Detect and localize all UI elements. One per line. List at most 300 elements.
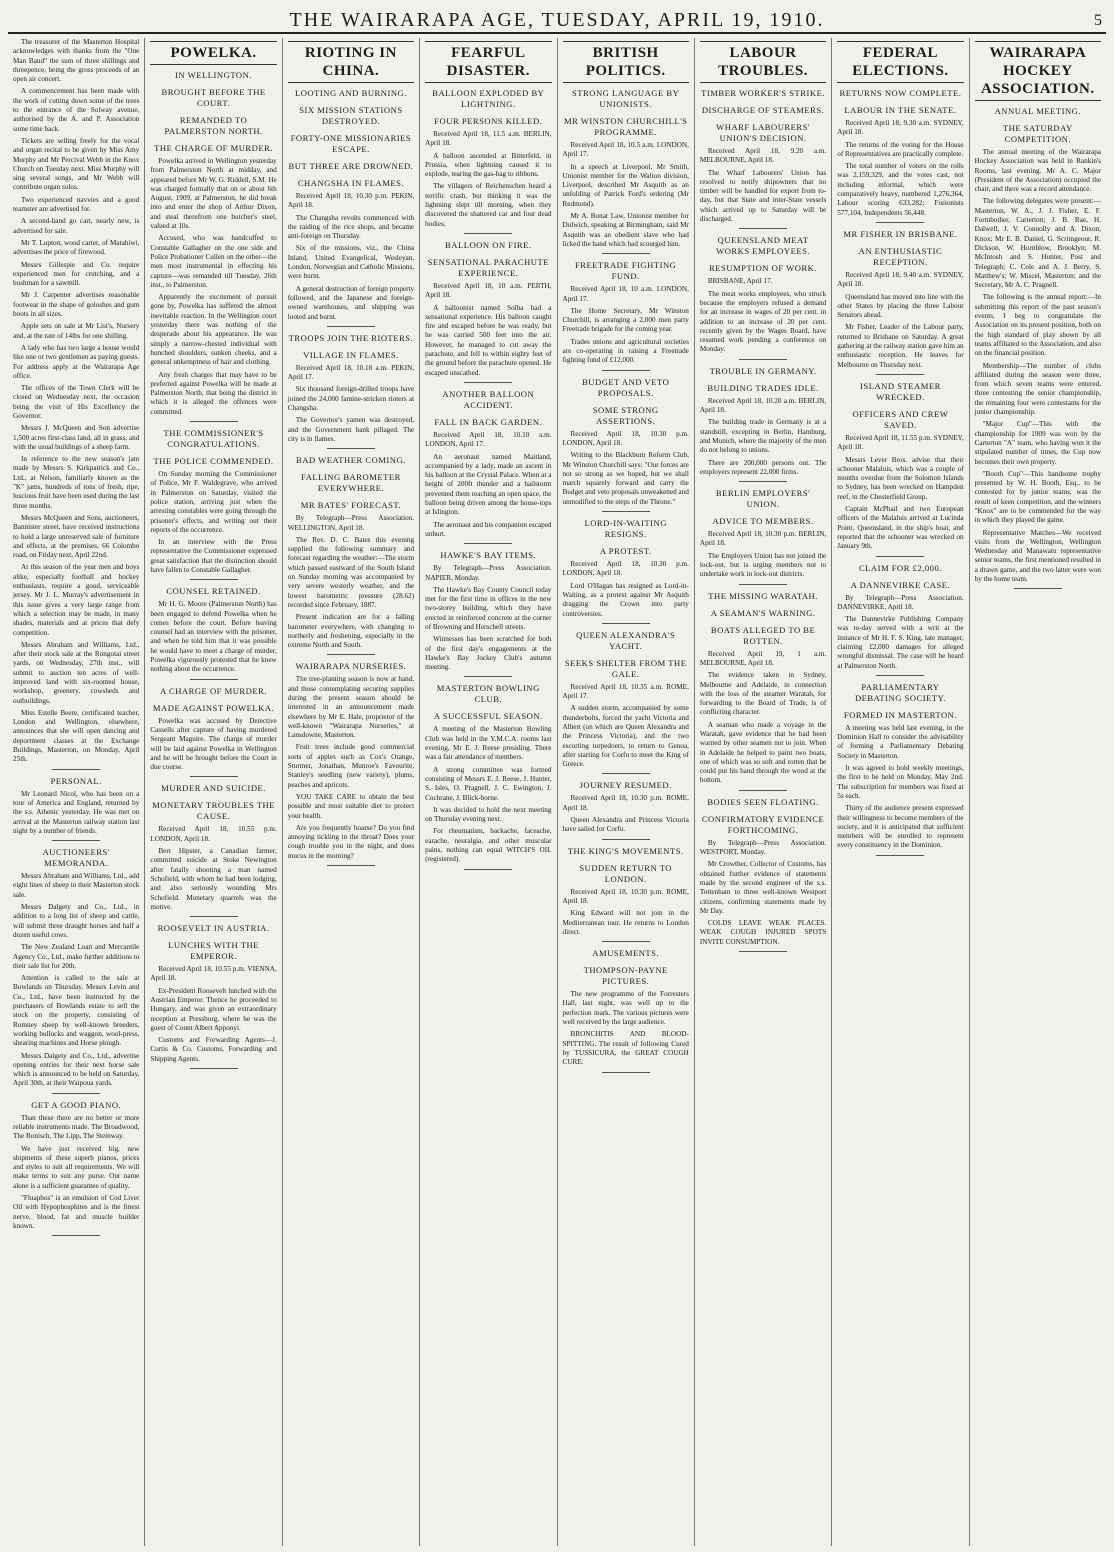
article-section bbox=[288, 178, 414, 327]
article-headline: MR FISHER IN BRISBANE. bbox=[843, 228, 958, 239]
article-section bbox=[563, 948, 689, 959]
article-section bbox=[13, 776, 139, 841]
article-headline: STRONG LANGUAGE BY UNIONISTS. bbox=[572, 88, 680, 109]
article-headline: SOME STRONG ASSERTIONS. bbox=[592, 404, 659, 426]
article-section bbox=[425, 550, 551, 677]
article-section bbox=[150, 703, 276, 778]
article-paragraph: "Major Cup"—This with the championship for 1909 was won by the Carterton "A" team, who having won it the stipulated number of times, the Cup now becomes their own property. bbox=[974, 420, 1101, 466]
article-paragraph: Mr A. Bonar Law, Unionist member for Dulwich, speaking at Birmingham, said Mr Asquith was an obedient slave who had licked the hand which had scourged him. bbox=[562, 212, 689, 248]
section-divider bbox=[52, 840, 100, 841]
article-paragraph: The evidence taken in Sydney, Melbourne and Adelaide, in connection with the loss of the steamer Waratah, for forwarding to the Board of Trade, is of conflicting character. bbox=[699, 671, 827, 717]
article-paragraph: Received April 18, 10.30 p.m. LONDON, April 18. bbox=[562, 560, 689, 578]
article-paragraph: A sudden storm, accompanied by some thunderbolts, forced the yacht Victoria and Albert (on which are Queen Alexandra and the Princess Victoria), and the two escorting torpedoers, to return to Genoa, after starting for Corfu to meet the King of Greece. bbox=[562, 704, 689, 769]
article-section bbox=[288, 133, 414, 155]
article-paragraph: Lord O'Hagan has resigned as Lord-in-Waiting, as a protest against Mr Asquith dragging the Crown into party controversies. bbox=[562, 581, 689, 618]
article-section bbox=[700, 797, 826, 808]
article-paragraph: The annual meeting of the Wairarapa Hockey Association was held in Rankin's Rooms, last evening. Mr A. C. Major (President of the Association) occupied the chair, and there was a record attendance. bbox=[974, 148, 1101, 194]
article-headline: FORMED IN MASTERTON. bbox=[843, 709, 958, 720]
article-headline: RESUMPTION OF WORK. bbox=[709, 263, 818, 274]
article-section bbox=[288, 105, 414, 127]
article-paragraph: The building trade in Germany is at a standstill, excepting in Berlin, Hamburg, and Munich, where the majority of the men do not belong to unions. bbox=[699, 418, 827, 455]
article-paragraph: The Rev. D. C. Bates this evening supplied the following summary and forecast regarding the weather:—The storm which passed eastward of the South Island on Sunday morning was accompanied by very severe westerly weather, and the lowest barometric pressure (28.62) recorded since February, 1887. bbox=[287, 535, 415, 609]
section-divider bbox=[876, 556, 924, 557]
article-section bbox=[150, 783, 276, 794]
article-paragraph: The Hawke's Bay County Council today met for the first time in offices in the new two-storey building, which they have erected in reinforced concrete at the corner of Browning and Herschell streets. bbox=[425, 585, 552, 631]
article-paragraph: In an interview with the Press representative the Commissioner expressed great satisfaction that the distinction should have fallen to Constable Gallagher. bbox=[150, 538, 277, 574]
article-paragraph: Bert Hipster, a Canadian farmer, committed suicide at Stoke Newington after fatally shooting a man named Schofield, with whom he had been lodging, and also seriously wounding Mrs Schofield. Monetary quarrels was the motive. bbox=[150, 847, 277, 911]
article-paragraph: Mr J. Carpenter advertises reasonable footwear in the shape of goloshes and gum boots in all sizes. bbox=[13, 291, 140, 319]
article-paragraph: Thirty of the audience present expressed their willingness to become members of the society, and it is anticipated that sufficient members will be enrolled to represent every constituency in the Dominion. bbox=[837, 804, 964, 850]
article-headline: QUEENSLAND MEAT WORKS EMPLOYEES. bbox=[716, 235, 811, 257]
article-section bbox=[837, 246, 963, 375]
section-divider bbox=[190, 776, 238, 777]
section-divider bbox=[602, 511, 650, 512]
article-paragraph: At this season of the year men and boys alike, especially football and hockey enthusiasts, require a good, serviceable jersey. Mr J. L. Murray's advertisement in this issue gives a very large range from which a selection may be made, in many shades, materials and at prices that defy competition. bbox=[13, 563, 140, 637]
article-headline: THE COMMISSIONER'S CONGRATULATIONS. bbox=[163, 428, 264, 450]
article-headline: CLAIM FOR £2,000. bbox=[858, 562, 942, 573]
article-section bbox=[150, 800, 276, 917]
article-paragraph: Apple sets on sale at Mr List's, Nursery and, at the rate of 14lbs for one shilling. bbox=[13, 322, 140, 340]
article-paragraph: Mr Leonard Nicol, who has been on a tour of America and England, returned by the s.s. Athenic yesterday. He was met on arrival at the Masterton railway station last night by a number of friends. bbox=[13, 789, 140, 835]
article-headline: CHANGSHA IN FLAMES. bbox=[297, 178, 405, 188]
masthead bbox=[8, 8, 1106, 34]
section-divider bbox=[190, 679, 238, 680]
column-heading: RIOTING IN CHINA. bbox=[288, 41, 414, 83]
article-headline: FREETRADE FIGHTING FUND. bbox=[574, 260, 677, 282]
article-paragraph: The Dannevirke Publishing Company was to-day served with a writ at the instance of Mr H. F. S. King, late manager, claiming £2,000 damages for alleged wrongful dismissal. The case will be heard at Palmerston North. bbox=[837, 615, 964, 670]
article-headline: BOATS ALLEGED TO BE ROTTEN. bbox=[710, 624, 816, 646]
article-section bbox=[425, 711, 551, 869]
article-headline: OFFICERS AND CREW SAVED. bbox=[852, 408, 949, 430]
article-paragraph: Received April 18, 11.55 p.m. SYDNEY, April 18. bbox=[837, 433, 964, 452]
article-headline: DISCHARGE OF STEAMERS. bbox=[701, 105, 825, 115]
article-headline: AUCTIONEERS' MEMORANDA. bbox=[42, 847, 110, 869]
article-paragraph: A balloon ascended at Bitterfeld, in Prussia, when lightning caused it to explode, tearing the gas-bag to ribbons. bbox=[425, 151, 552, 179]
article-section bbox=[700, 263, 826, 359]
article-section bbox=[150, 923, 276, 934]
column-col8 bbox=[970, 38, 1106, 1546]
article-paragraph: Tickets are selling freely for the vocal and organ recital to be given by Miss Amy Murphy and Mr Percival Webb in the Knox Church on Tuesday next. Miss Murphy will sing several songs, and Mr Webb will contribute organ solos. bbox=[13, 136, 140, 192]
article-headline: BAD WEATHER COMING. bbox=[296, 455, 406, 466]
article-headline: FALL IN BACK GARDEN. bbox=[434, 416, 543, 427]
section-divider bbox=[602, 623, 650, 624]
article-paragraph: Received April 18, 10.5 a.m. LONDON, April 17. bbox=[562, 141, 689, 159]
article-section bbox=[425, 389, 551, 411]
article-paragraph: Messrs Lever Bros. advise that their schooner Malaluis, which was a couple of months overdue from the Solomon Islands to Sydney, has been wrecked on Hampden reef, in the Chesterfield Group. bbox=[837, 455, 964, 501]
article-headline: FALLING BAROMETER EVERYWHERE. bbox=[301, 472, 401, 494]
section-divider bbox=[52, 769, 100, 770]
article-paragraph: Received April 18, 11.5 a.m. BERLIN, April 18. bbox=[425, 130, 552, 148]
section-divider bbox=[464, 382, 512, 383]
article-section bbox=[700, 814, 826, 952]
article-section bbox=[13, 1100, 139, 1237]
article-section bbox=[150, 143, 276, 422]
article-paragraph: Received April 18, 10.55 p.m. LONDON, April 18. bbox=[150, 825, 277, 843]
article-section bbox=[288, 455, 414, 466]
article-paragraph: In a speech at Liverpool, Mr Smith, Unionist member for the Walton division, Liverpool, described Mr Asquith as an unfolding of Patrick Ford's ordering (Mr Redmond). bbox=[562, 162, 689, 208]
section-divider bbox=[876, 374, 924, 375]
article-paragraph: Messrs Gillespie and Co. require experienced men for crutching, and a bushman for a sawmill. bbox=[13, 260, 140, 288]
article-paragraph: Ex-President Roosevelt lunched with the Austrian Emperor. Thence he proceeded to Hungary, and was given an extraordinary reception at Pressburg, where he was the guest of Count Albert Apponyi. bbox=[150, 986, 277, 1032]
article-headline: AMUSEMENTS. bbox=[592, 948, 660, 959]
article-paragraph: Messrs Abraham and Williams, Ltd., after their stock sale at the Rongotai street yards, on Wednesday, 27th inst., will submit to auction ten acres of well-improved land with six-roomed house, workshop, greenery, cowsheds and outbuildings. bbox=[13, 640, 140, 705]
article-headline: ISLAND STEAMER WRECKED. bbox=[860, 380, 941, 402]
article-headline: A CHARGE OF MURDER. bbox=[160, 685, 268, 696]
section-divider bbox=[739, 359, 787, 360]
article-section bbox=[837, 682, 963, 704]
article-paragraph: Membership—The number of clubs affiliated during the season were three, from which seven teams were entered, three contesting the senior championship, the remaining four were contestants for the junior championship. bbox=[974, 361, 1101, 417]
article-paragraph: The tree-planting season is now at hand, and those contemplating securing supplies during the present season should be interested in an announcement made elsewhere by Mr E. Hale, proprietor of the well-known "Wairarapa Nurseries," at Lansdowne, Masterton. bbox=[287, 675, 415, 740]
article-headline: LUNCHES WITH THE EMPEROR. bbox=[168, 940, 259, 962]
article-section bbox=[150, 428, 276, 450]
article-section bbox=[700, 366, 826, 377]
section-divider bbox=[190, 1068, 238, 1069]
article-paragraph: In reference to the new season's jam made by Messrs S. Kirkpatrick and Co., Ltd., at Nelson, familiarly known as the "K" jams, hundreds of tons of fresh, ripe, luscious fruit have been used during the last three months. bbox=[13, 455, 140, 510]
article-headline: VILLAGE IN FLAMES. bbox=[303, 349, 399, 360]
column-col1 bbox=[8, 38, 145, 1546]
article-paragraph: A meeting of the Masterton Bowling Club was held in the Y.M.C.A. rooms last evening, Mr E. J. Reese presiding. There was a fair attendance of members. bbox=[425, 725, 552, 762]
article-section bbox=[288, 472, 414, 494]
article-paragraph: Accused, who was handcuffed to Constable Gallagher on the one side and Police Probationer Cullen on the other—the men most instrumental in effecting his capture—was remanded till Tuesday, 26th inst., to Palmerston. bbox=[150, 234, 277, 289]
column-col6 bbox=[695, 38, 832, 1546]
article-headline: ROOSEVELT IN AUSTRIA. bbox=[157, 923, 270, 934]
article-paragraph: The total number of voters on the rolls was 2,159,329, and the votes cast, not including informal, which were comparatively heavy, numbered 1,276,364, Labour scoring 633,282; Fusionists 577,104, Independents 56,448. bbox=[837, 162, 964, 217]
article-headline: MONETARY TROUBLES THE CAUSE. bbox=[152, 800, 275, 822]
article-paragraph: The aeronaut and his companion escaped unhurt. bbox=[425, 520, 552, 538]
column-col2 bbox=[145, 38, 282, 1546]
article-section bbox=[425, 88, 551, 110]
article-headline: ADVICE TO MEMBERS. bbox=[712, 516, 814, 527]
article-paragraph: The offices of the Town Clerk will be closed on Wednesday next, the occasion being the visit of His Excellency the Governor. bbox=[13, 384, 140, 420]
article-section bbox=[700, 488, 826, 510]
article-section bbox=[700, 105, 826, 116]
article-paragraph: Writing to the Blackburn Reform Club, Mr Winston Churchill says: "Our forces are not so strong as we hoped, but we shall march squarely forward and carry the Budget and veto proposals unweakened and unmodified to the steps of the Throne." bbox=[562, 451, 689, 506]
article-headline: A DANNEVIRKE CASE. bbox=[850, 579, 951, 590]
article-paragraph: COLDS LEAVE WEAK PLACES. WEAK COUGH INJURED SPOTS INVITE CONSUMPTION. bbox=[699, 919, 827, 946]
article-paragraph: The New Zealand Loan and Mercantile Agency Co., Ltd., make further additions to their sale list for 20th. bbox=[13, 943, 140, 970]
article-section bbox=[563, 658, 689, 775]
article-paragraph: BRISBANE, April 17. bbox=[707, 277, 773, 286]
article-paragraph: Queensland has moved into line with the other States by placing the three Labour Senators ahead. bbox=[837, 292, 964, 320]
article-headline: MASTERTON BOWLING CLUB. bbox=[436, 683, 540, 705]
article-section bbox=[700, 516, 826, 584]
article-paragraph: The Governor's yamen was destroyed, and the Government bank pillaged. The city is in flames. bbox=[287, 416, 415, 443]
article-headline: A SEAMAN'S WARNING. bbox=[710, 607, 816, 618]
section-divider bbox=[52, 1235, 100, 1236]
article-headline: BROUGHT BEFORE THE COURT. bbox=[161, 87, 266, 108]
column-heading: FEDERAL ELECTIONS. bbox=[837, 41, 963, 83]
article-section bbox=[563, 116, 689, 254]
article-headline: TROOPS JOIN THE RIOTERS. bbox=[288, 332, 414, 343]
article-section bbox=[563, 630, 689, 652]
article-paragraph: Fruit trees include good commercial sorts of apples such as Cox's Orange, Sturmer, Jonathan, Munroe's Favourite, Stanley's seedling (new variety), plums, peaches and apricots. bbox=[287, 743, 415, 789]
article-paragraph: Received April 18, 10 a.m. PERTH, April 18. bbox=[425, 281, 552, 300]
article-headline: THE MISSING WARATAH. bbox=[708, 590, 818, 601]
article-headline: HAWKE'S BAY ITEMS. bbox=[440, 550, 537, 561]
article-paragraph: The Changsha revolts commenced with the raiding of the rice shops, and became anti-foreign on Thursday. bbox=[287, 213, 415, 241]
section-divider bbox=[602, 370, 650, 371]
article-headline: BODIES SEEN FLOATING. bbox=[707, 796, 819, 807]
article-paragraph: There are 200,000 persons out. The employers represent 22,000 firms. bbox=[699, 458, 827, 476]
article-headline: BUDGET AND VETO PROPOSALS. bbox=[582, 376, 670, 398]
article-section bbox=[150, 940, 276, 1069]
article-section bbox=[150, 115, 276, 137]
article-headline: THE SATURDAY COMPETITION. bbox=[1002, 123, 1073, 144]
section-divider bbox=[327, 448, 375, 449]
article-paragraph: Than these there are no better or more reliable instruments made. The Broadwood, The Ronisch, The Lipp, The Steinway. bbox=[13, 1113, 140, 1141]
article-headline: MR WINSTON CHURCHILL'S PROGRAMME. bbox=[563, 116, 688, 137]
article-headline: MURDER AND SUICIDE. bbox=[161, 783, 266, 794]
article-paragraph: Received April 18, 9.20 a.m. MELBOURNE, April 18. bbox=[699, 147, 827, 165]
article-headline: BERLIN EMPLOYERS' UNION. bbox=[715, 488, 811, 510]
article-paragraph: Received April 18, 10.10 a.m. LONDON, April 17. bbox=[425, 430, 552, 449]
article-section bbox=[563, 405, 689, 512]
article-paragraph: Six thousand foreign-drilled troops have joined the 24,000 famine-stricken rioters at Changsha. bbox=[287, 385, 415, 413]
article-section bbox=[13, 38, 139, 770]
article-headline: THE CHARGE OF MURDER. bbox=[154, 143, 273, 153]
article-paragraph: Two experienced navvies and a good teamster are advertised for. bbox=[13, 195, 140, 214]
article-paragraph: An aeronaut named Maitland, accompanied by a lady, made an ascent in his balloon at the Crystal Palace. When at a height of 200ft thunder and a hailstorm prevented them reaching an open space, the balloon being driven among the house-tops at Islington. bbox=[425, 452, 552, 517]
article-headline: FORTY-ONE MISSIONARIES ESCAPE. bbox=[290, 133, 412, 154]
article-headline: THE POLICE COMMENDED. bbox=[153, 456, 274, 467]
article-section bbox=[700, 591, 826, 602]
article-section bbox=[288, 661, 414, 866]
article-paragraph: It was decided to hold the next meeting on Thursday evening next. bbox=[425, 805, 552, 824]
article-section bbox=[150, 87, 276, 109]
section-divider bbox=[602, 253, 650, 254]
article-headline: JOURNEY RESUMED. bbox=[579, 780, 672, 791]
article-headline: SIX MISSION STATIONS DESTROYED. bbox=[299, 105, 403, 126]
article-paragraph: By Telegraph—Press Association. NAPIER, Monday. bbox=[425, 564, 552, 582]
column-heading: FEARFUL DISASTER. bbox=[425, 41, 551, 83]
article-paragraph: Trades unions and agricultural societies are co-operating in raising a Freetrade fighting fund of £12,000. bbox=[562, 337, 689, 365]
section-divider bbox=[464, 869, 512, 870]
article-headline: AN ENTHUSIASTIC RECEPTION. bbox=[858, 245, 943, 267]
article-paragraph: Received April 18, 9.40 a.m. SYDNEY, April 18. bbox=[837, 270, 964, 289]
article-paragraph: A balloonist named Solba had a sensational experience. His balloon caught fire and escaped before he was ready, but he was carried 500 feet into the air. However, he managed to cut away the parachute, and fell to within eighty feet of the ground before the parachute opened. He escaped unscathed. bbox=[425, 303, 552, 377]
article-section bbox=[288, 161, 414, 172]
article-section bbox=[837, 381, 963, 403]
article-paragraph: A seaman who made a voyage in the Waratah, gave evidence that he had been warned by other seamen not to join. When in Adelaide he helped to paint two boats, one of which was so soft and rotten that he could put his hand through the wood at the bottom. bbox=[699, 720, 827, 785]
section-divider bbox=[739, 584, 787, 585]
article-headline: LOOTING AND BURNING. bbox=[294, 88, 407, 98]
article-paragraph: Received April 18, 10.35 a.m. ROME, April 17. bbox=[562, 682, 689, 701]
article-headline: BALLOON ON FIRE. bbox=[445, 239, 532, 250]
article-paragraph: The Employers Union has not joined the lock-out, but is urging members not to undertake work in lock-out districts. bbox=[699, 551, 827, 579]
article-paragraph: Received April 18, 10.18 a.m. PEKIN, April 17. bbox=[287, 363, 415, 382]
article-paragraph: Powelka arrived in Wellington yesterday from Palmerston North at midday, and appeared before Mr W. G. Riddell, S.M. He was charged formally that on or about 6th August, 1909, at Palmerston, he did break into and enter the shop of Arthur Dixon, and steal therefrom one butcher's steel, valued at 10s. bbox=[150, 157, 277, 231]
article-headline: A SUCCESSFUL SEASON. bbox=[433, 711, 543, 722]
article-paragraph: Mr T. Lupton, wood carter, of Matahiwi, advertises the price of firewood. bbox=[13, 238, 140, 257]
article-section bbox=[425, 417, 551, 544]
article-paragraph: A general destruction of foreign property followed, and the Japanese and foreign-owned warehouses, and shipping was looted and burnt. bbox=[287, 284, 415, 321]
article-paragraph: Received April 18, 10.30 p.m. LONDON, April 18. bbox=[562, 429, 689, 447]
section-divider bbox=[327, 326, 375, 327]
article-section bbox=[837, 229, 963, 240]
article-section bbox=[563, 260, 689, 370]
article-section bbox=[563, 780, 689, 839]
article-paragraph: A commencement has been made with the work of cutting down some of the trees to the entrance of the Solway avenue, authorised by the A. and P. Association some time back. bbox=[13, 87, 140, 133]
article-paragraph: Received April 18, 10.30 p.m. ROME, April 18. bbox=[562, 887, 689, 905]
article-paragraph: Received April 18, 9.30 a.m. SYDNEY, April 18. bbox=[837, 119, 964, 137]
article-section bbox=[150, 586, 276, 679]
article-paragraph: The treasurer of the Masterton Hospital acknowledges with thanks from the "One Man Band" the sum of three shillings and threepence, being the gross proceeds of an open air concert. bbox=[13, 38, 140, 84]
article-paragraph: By Telegraph—Press Association. WELLINGTON, April 18. bbox=[287, 514, 415, 532]
section-divider bbox=[739, 951, 787, 952]
article-paragraph: King Edward will not join in the Mediterranean tour. He returns to London direct. bbox=[562, 909, 689, 936]
article-section bbox=[563, 518, 689, 540]
section-divider bbox=[327, 865, 375, 866]
article-paragraph: Mr Crowther, Collector of Customs, has obtained further evidence of statements made by the second engineer of the s.s. Tottenham to three well-known Westport citizens, confirming statements made by Mr Day. bbox=[699, 860, 827, 915]
column-col4 bbox=[420, 38, 557, 1546]
section-divider bbox=[876, 675, 924, 676]
article-headline: LORD-IN-WAITING RESIGNS. bbox=[584, 518, 667, 540]
article-headline: THOMPSON-PAYNE PICTURES. bbox=[583, 965, 668, 987]
article-section bbox=[563, 863, 689, 942]
section-divider bbox=[876, 222, 924, 223]
section-divider bbox=[190, 916, 238, 917]
section-divider bbox=[52, 1093, 100, 1094]
article-headline: PERSONAL. bbox=[50, 775, 102, 786]
article-paragraph: The Wharf Labourers' Union has resolved to notify shipowners that no timber will be handled for export from to-day, but that State and inter-State vessels which arrived up to Saturday will be discharged. bbox=[699, 168, 827, 224]
article-headline: PARLIAMENTARY DEBATING SOCIETY. bbox=[854, 681, 946, 703]
article-paragraph: A meeting was held last evening, in the Dominion Hall to consider the advisability of forming a Parliamentary Debating Society in Masterton. bbox=[837, 723, 964, 760]
article-paragraph: Apparently the excitement of pursuit gone by, Powelka has suffered the almost inevitable reaction. In the Wellington court yesterday there was nothing of the desperado about his appearance. He was simply a narrow-chested individual with hunched shoulders, sunken cheeks, and a general unkemptness of hair and clothing. bbox=[150, 293, 277, 367]
article-paragraph: The Home Secretary, Mr Winston Churchill, is arranging a 2,000 men party Freetrade brigade for the coming year. bbox=[562, 306, 689, 334]
article-paragraph: Mr H. G. Moore (Palmerston North) has been engaged to defend Powelka when he comes before the court. Before leaving counsel had an interview with the prisoner, and when he told him that it was possible he would have to meet a charge of murder, Powelka vigorously protested that he knew nothing about the occurrence. bbox=[150, 600, 277, 674]
article-headline: ANOTHER BALLOON ACCIDENT. bbox=[442, 388, 535, 410]
article-headline: TROUBLE IN GERMANY. bbox=[709, 365, 817, 376]
section-divider bbox=[327, 654, 375, 655]
section-divider bbox=[739, 790, 787, 791]
article-paragraph: The following is the annual report:—In submitting this report of the past season's events, I beg to congratulate the Association on its present position, both on the high standard of play shown by all teams affiliated to the Association, and also on the financial position. bbox=[974, 293, 1101, 358]
article-section bbox=[288, 500, 414, 655]
section-divider bbox=[464, 233, 512, 234]
column-col7 bbox=[832, 38, 969, 1546]
article-paragraph: BRONCHITIS AND BLOOD-SPITTING. The result of following Cured by TUSSICURA, the GREAT COUGH CURE. bbox=[562, 1030, 689, 1067]
article-paragraph: A second-hand go cart, nearly new, is advertised for sale. bbox=[13, 217, 140, 235]
article-section bbox=[563, 965, 689, 1072]
article-paragraph: YOU TAKE CARE to obtain the best possible and most suitable diet to protect your health. bbox=[287, 792, 415, 820]
article-section bbox=[837, 409, 963, 557]
article-section bbox=[150, 456, 276, 580]
section-divider bbox=[602, 941, 650, 942]
section-divider bbox=[190, 579, 238, 580]
article-section bbox=[150, 686, 276, 697]
article-headline: SUDDEN RETURN TO LONDON. bbox=[579, 862, 673, 884]
article-paragraph: Are you frequently hoarse? Do you find annoying tickling in the throat? Does your cough trouble you in the night, and does mucus in the morning? bbox=[287, 823, 415, 860]
article-section bbox=[975, 106, 1101, 117]
article-section bbox=[837, 563, 963, 574]
section-divider bbox=[602, 1072, 650, 1073]
article-headline: A PROTEST. bbox=[599, 546, 652, 557]
article-paragraph: Six of the missions, viz., the China Inland, United Evangelical, Wesleyan, London, Norwegian and Catholic Missions, were burnt. bbox=[287, 244, 415, 281]
article-paragraph: Received April 18, 10.30 p.m. ROME, April 18. bbox=[562, 794, 689, 812]
article-section bbox=[563, 846, 689, 857]
article-paragraph: "Booth Cup"—This handsome trophy presented by W. H. Booth, Esq., to be contested for by junior teams, was the result of keen competition, and the winners "Knox" are to be commended for the way in which they played the game. bbox=[974, 469, 1101, 525]
article-paragraph: The returns of the voting for the House of Representatives are practically complete. bbox=[837, 140, 964, 158]
article-paragraph: For rheumatism, backache, faceache, earache, neuralgia, and other muscular pains, nothing can equal WITCH'S OIL (registered). bbox=[425, 827, 552, 864]
article-section bbox=[425, 116, 551, 234]
article-paragraph: Winnesses has been scratched for both of the first day's engagements at the Hawke's Bay Jockey Club's autumn meeting. bbox=[425, 635, 552, 672]
article-headline: MADE AGAINST POWELKA. bbox=[152, 702, 275, 713]
article-headline: QUEEN ALEXANDRA'S YACHT. bbox=[576, 629, 676, 651]
article-headline: GET A GOOD PIANO. bbox=[31, 1099, 122, 1110]
article-paragraph: Received April 18, 10.55 p.m. VIENNA, April 18. bbox=[150, 965, 277, 983]
article-paragraph: Representative Matches—We received visits from the Wellington, Wellington Wednesday and Manawatu representative senior teams, the first mentioned resulted in a drawn game, and the two latter were won by the home team. bbox=[974, 528, 1101, 584]
article-paragraph: Received April 19, 1 a.m. MELBOURNE, April 18. bbox=[699, 649, 827, 667]
article-paragraph: "Fluaphos" is an emulsion of Cod Liver Oil with Hypophosphites and is the finest nerve, blood, fat and muscle builder known. bbox=[13, 1194, 140, 1230]
article-headline: SEEKS SHELTER FROM THE GALE. bbox=[564, 657, 687, 679]
article-section bbox=[837, 710, 963, 856]
article-paragraph: A lady who has two large a house would like one or two gentlemen as paying guests. For address apply at the Wairarapa Age office. bbox=[13, 343, 140, 380]
article-paragraph: Present indication are for a falling barometer everywhere, with changing to northerly and freshening, especially in the extreme North and South. bbox=[287, 613, 415, 650]
article-section bbox=[563, 546, 689, 624]
column-col5 bbox=[558, 38, 695, 1546]
article-headline: BUILDING TRADES IDLE. bbox=[707, 382, 819, 393]
article-headline: RETURNS NOW COMPLETE. bbox=[839, 88, 962, 98]
article-headline: ANNUAL MEETING. bbox=[994, 106, 1082, 116]
article-section bbox=[700, 122, 826, 229]
article-headline: WAIRARAPA NURSERIES. bbox=[295, 661, 407, 672]
article-headline: CONFIRMATORY EVIDENCE FORTHCOMING. bbox=[701, 813, 825, 835]
article-section bbox=[288, 350, 414, 449]
article-paragraph: Customs and Forwarding Agents—J. Curtis & Co. Customs, Forwarding and Shipping Agents. bbox=[150, 1036, 277, 1063]
article-section bbox=[150, 70, 276, 81]
section-divider bbox=[1014, 588, 1062, 589]
article-section bbox=[425, 683, 551, 705]
article-headline: MR BATES' FORECAST. bbox=[300, 500, 402, 511]
column-heading: BRITISH POLITICS. bbox=[563, 41, 689, 83]
article-headline: WHARF LABOURERS' UNION'S DECISION. bbox=[716, 122, 810, 143]
article-paragraph: Messrs McQueen and Sons, auctioneers, Bannister street, have received instructions to hold a large unreserved sale of furniture and effects, at the premises, 66 Colombo road, on Friday next, April 22nd. bbox=[13, 513, 140, 560]
article-section bbox=[425, 240, 551, 251]
article-columns bbox=[8, 38, 1106, 1546]
article-paragraph: Received April 18, 10 a.m. LONDON, April 17. bbox=[562, 285, 689, 303]
article-paragraph: Received April 18, 10.20 a.m. BERLIN, April 18. bbox=[699, 396, 827, 415]
article-paragraph: Messrs Dalgety and Co., Ltd., in addition to a long list of sheep and cattle, will submit three draught horses and half a dozen useful cows. bbox=[13, 903, 140, 939]
article-paragraph: Powelka was accused by Detective Cassells after capture of having murdered Sergeant Maguire. The charge of murder will be laid against Powelka in Wellington and he will be brought before the Court in due course. bbox=[150, 716, 277, 772]
article-section bbox=[288, 88, 414, 99]
article-paragraph: Miss Estelle Beere, certificated teacher, London and Wellington, elsewhere, announces that she will open dancing and deportment classes at the Exchange Buildings, Masterton, on Monday, April 25th. bbox=[13, 708, 140, 764]
article-section bbox=[837, 580, 963, 676]
article-section bbox=[563, 377, 689, 399]
article-paragraph: Mr Fisher, Leader of the Labour party, returned to Brisbane on Saturday. A great gathering at the railway station gave him an enthusiastic reception. He leaves for Melbourne on Thursday next. bbox=[837, 323, 964, 369]
column-col3 bbox=[283, 38, 420, 1546]
article-paragraph: Captain McPhail and two European officers of the Malaluis arrived at Lucinda Point, Queensland, in the ship's boat, and reported that the schooner was wrecked on January 9th. bbox=[837, 505, 964, 551]
article-paragraph: The meat works employees, who struck because the employers refused a demand for an increase in wages of 20 per cent. in addition to an increase of 20 per cent. recently given by the Wages Board, have resumed work pending a conference on Monday. bbox=[699, 289, 827, 354]
article-section bbox=[288, 333, 414, 344]
article-headline: BALLOON EXPLODED BY LIGHTNING. bbox=[432, 88, 545, 109]
article-headline: FOUR PERSONS KILLED. bbox=[434, 116, 543, 126]
article-paragraph: The villagers of Reichenschen heard a terrific crash, but thinking it was the lightning slept till morning, when they discovered the shattered car and four dead bodies. bbox=[425, 182, 552, 228]
article-section bbox=[975, 123, 1101, 589]
article-paragraph: Messrs J. McQueen and Son advertise 1,500 acres first-class land, all in grass, and with the usual buildings of a sheep farm. bbox=[13, 424, 140, 451]
section-divider bbox=[739, 228, 787, 229]
article-paragraph: A strong committee was formed consisting of Messrs E. J. Reese, J. Hunter, S. Isles, O. Pragnell, J. C. Ewington, J. Cochrane, J. Blick-borne. bbox=[425, 765, 552, 802]
section-divider bbox=[190, 421, 238, 422]
article-paragraph: It was agreed to hold weekly meetings, the first to be held on Monday, May 2nd. The subscription for members was fixed at 5s each. bbox=[837, 764, 964, 800]
article-section bbox=[700, 608, 826, 619]
article-headline: SENSATIONAL PARACHUTE EXPERIENCE. bbox=[427, 256, 549, 278]
article-paragraph: Received April 18, 10.30 p.m. BERLIN, April 18. bbox=[699, 530, 827, 548]
page-number: 5 bbox=[1094, 12, 1102, 29]
article-paragraph: We have just received big, new shipments of these superb pianos, prices and styles to suit all requirements. We will make terms to suit any purse. Our name alone is a sufficient guarantee of quality. bbox=[13, 1144, 140, 1190]
article-headline: IN WELLINGTON. bbox=[175, 70, 252, 80]
column-heading: POWELKA. bbox=[150, 41, 276, 65]
article-headline: LABOUR IN THE SENATE. bbox=[844, 105, 957, 115]
article-section bbox=[425, 257, 551, 383]
